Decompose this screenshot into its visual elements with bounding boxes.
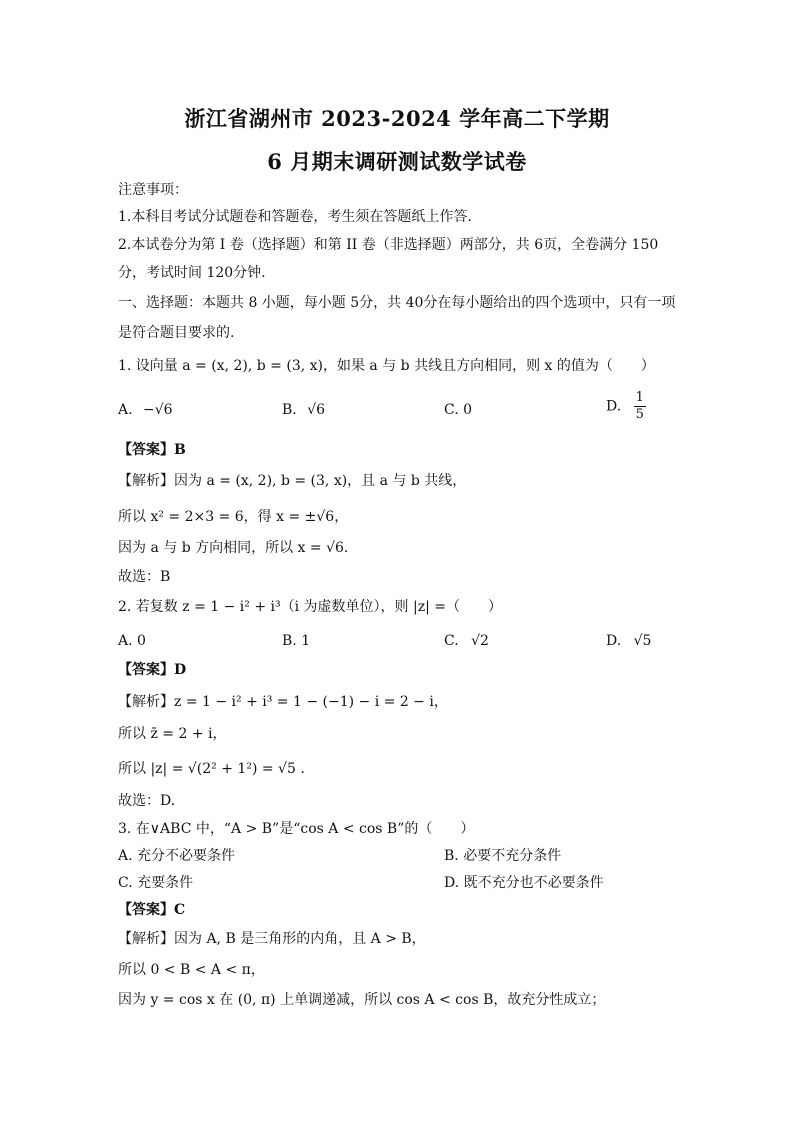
q1-option-a-value: −√6 xyxy=(143,402,173,418)
q1-analysis-2: 所以 x² = 2×3 = 6，得 x = ±√6， xyxy=(118,509,349,525)
q2-stem: 2. 若复数 z = 1 − i² + i³（i 为虚数单位），则 |z| =（ ） xyxy=(118,599,502,615)
notice-heading: 注意事项： xyxy=(118,182,188,198)
q3-answer: 【答案】C xyxy=(118,902,186,918)
q2-option-a: A. 0 xyxy=(118,633,146,649)
q1-option-b-value: √6 xyxy=(307,402,326,418)
notice-item-2a: 2.本试卷分为第 I 卷（选择题）和第 II 卷（非选择题）两部分，共 6页，全卷满分 150 xyxy=(118,237,659,253)
q1-option-a xyxy=(118,401,173,419)
q1-option-d-fraction xyxy=(634,390,646,423)
q3-analysis-2: 所以 0 < B < A < π， xyxy=(118,962,265,978)
q2-analysis-3: 所以 |z| = √(2² + 1²) = √5 . xyxy=(118,761,305,777)
q1-option-d xyxy=(606,390,646,423)
q1-option-a-label: A. xyxy=(118,402,133,418)
q3-stem: 3. 在∨ABC 中，“A > B”是“cos A < cos B”的（ ） xyxy=(118,821,475,837)
q3-option-d: D. 既不充分也不必要条件 xyxy=(444,875,604,891)
q1-option-b xyxy=(282,401,325,419)
q2-option-c-label: C. xyxy=(444,633,459,649)
q2-option-c-value: √2 xyxy=(471,633,489,649)
q1-answer: 【答案】B xyxy=(118,442,186,458)
q2-answer: 【答案】D xyxy=(118,662,187,678)
q3-option-c: C. 充要条件 xyxy=(118,875,194,891)
q3-analysis-3: 因为 y = cos x 在 (0, π) 上单调递减，所以 cos A < cos B，故充分性成立； xyxy=(118,992,606,1008)
q2-analysis-1: 【解析】z = 1 − i² + i³ = 1 − (−1) − i = 2 − i， xyxy=(118,694,448,710)
q1-stem: 1. 设向量 a = (x, 2), b = (3, x)，如果 a 与 b 共线且方向相同，则 x 的值为（ ） xyxy=(118,358,655,374)
section-1-line-1: 一、选择题：本题共 8 小题，每小题 5分，共 40分在每小题给出的四个选项中，只有一项 xyxy=(118,295,676,311)
q2-option-d xyxy=(606,632,651,650)
q3-option-b: B. 必要不充分条件 xyxy=(444,848,562,864)
q1-option-d-label: D. xyxy=(606,398,622,415)
q1-analysis-1: 【解析】因为 a = (x, 2), b = (3, x)，且 a 与 b 共线， xyxy=(118,473,467,489)
q2-analysis-2: 所以 z̄ = 2 + i， xyxy=(118,726,227,742)
section-1-line-2: 是符合题目要求的. xyxy=(118,325,235,341)
q2-conclusion: 故选：D. xyxy=(118,793,176,809)
notice-item-1: 1.本科目考试分试题卷和答题卷，考生须在答题纸上作答. xyxy=(118,209,472,225)
q1-option-d-numerator: 1 xyxy=(635,390,644,405)
q3-option-a: A. 充分不必要条件 xyxy=(118,848,236,864)
q2-option-c xyxy=(444,632,489,650)
q1-option-b-label: B. xyxy=(282,402,297,418)
q3-analysis-1: 【解析】因为 A, B 是三角形的内角，且 A > B， xyxy=(118,931,426,947)
q2-option-b: B. 1 xyxy=(282,633,311,649)
document-title-line-1: 浙江省湖州市 2023-2024 学年高二下学期 xyxy=(184,106,610,131)
document-title-line-2: 6 月期末调研测试数学试卷 xyxy=(267,149,527,174)
q2-option-d-value: √5 xyxy=(633,633,652,649)
q1-option-d-denominator: 5 xyxy=(635,407,644,422)
q1-option-c: C. 0 xyxy=(444,402,473,418)
notice-item-2b: 分，考试时间 120分钟. xyxy=(118,265,266,281)
q1-analysis-3: 因为 a 与 b 方向相同，所以 x = √6. xyxy=(118,540,349,556)
q1-conclusion: 故选：B xyxy=(118,569,171,585)
q2-option-d-label: D. xyxy=(606,633,622,649)
